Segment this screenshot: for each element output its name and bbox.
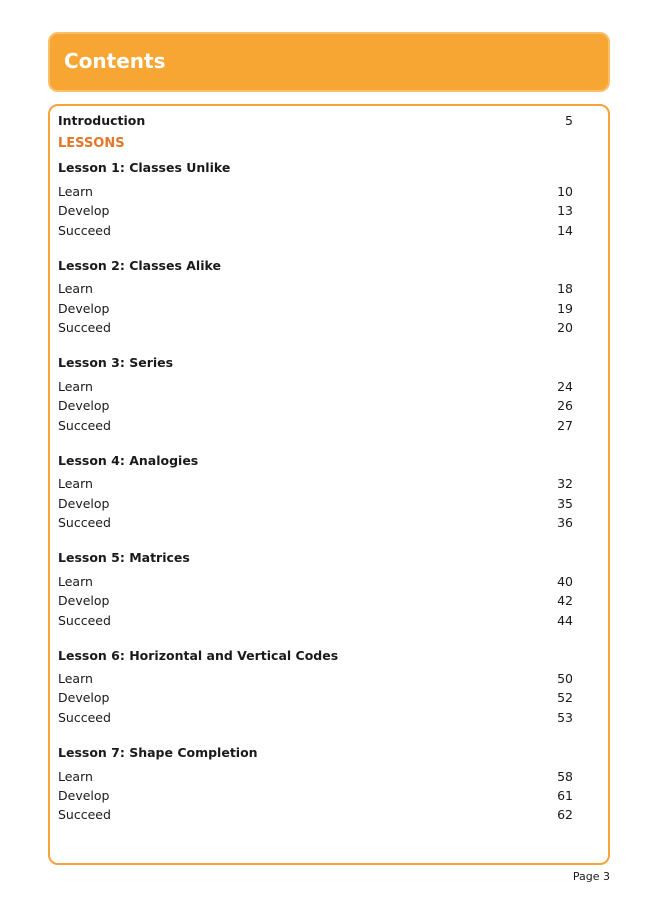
toc-entry-page: 18 xyxy=(557,281,573,296)
toc-entry[interactable] xyxy=(58,611,573,630)
toc-entry-page: 52 xyxy=(557,690,573,705)
contents-header xyxy=(48,32,610,92)
toc-entry-label: Succeed xyxy=(58,515,111,530)
toc-entry-label: Succeed xyxy=(58,710,111,725)
lesson-2-title[interactable]: Lesson 2: Classes Alike xyxy=(58,258,221,273)
toc-entry-page: 35 xyxy=(557,496,573,511)
toc-entry[interactable] xyxy=(58,201,573,220)
toc-entry[interactable] xyxy=(58,669,573,688)
toc-entry-page: 19 xyxy=(557,301,573,316)
toc-entry-page: 53 xyxy=(557,710,573,725)
lesson-1-title[interactable]: Lesson 1: Classes Unlike xyxy=(58,160,231,175)
toc-entry-label: Succeed xyxy=(58,807,111,822)
toc-entry-label: Develop xyxy=(58,398,110,413)
toc-entry-label: Develop xyxy=(58,301,110,316)
toc-entry-label: Learn xyxy=(58,769,93,784)
page-title: Contents xyxy=(64,49,166,73)
toc-entry-page: 26 xyxy=(557,398,573,413)
lessons-heading: LESSONS xyxy=(58,136,125,151)
toc-entry[interactable] xyxy=(58,279,573,298)
toc-entry[interactable] xyxy=(58,494,573,513)
toc-entry[interactable] xyxy=(58,513,573,532)
toc-entry[interactable] xyxy=(58,474,573,493)
toc-entry-introduction[interactable] xyxy=(58,111,573,130)
toc-entry-label: Learn xyxy=(58,379,93,394)
toc-entry[interactable] xyxy=(58,786,573,805)
toc-entry-page: 24 xyxy=(557,379,573,394)
table-of-contents xyxy=(48,104,610,865)
toc-entry-label: Learn xyxy=(58,671,93,686)
toc-entry[interactable] xyxy=(58,767,573,786)
toc-entry[interactable] xyxy=(58,377,573,396)
toc-entry-label: Learn xyxy=(58,281,93,296)
toc-entry-label: Develop xyxy=(58,690,110,705)
toc-entry-label: Introduction xyxy=(58,113,146,128)
toc-entry[interactable] xyxy=(58,299,573,318)
toc-entry-page: 5 xyxy=(565,113,573,128)
toc-entry-page: 40 xyxy=(557,574,573,589)
lesson-6-title[interactable]: Lesson 6: Horizontal and Vertical Codes xyxy=(58,648,339,663)
toc-entry-label: Develop xyxy=(58,496,110,511)
toc-entry-label: Develop xyxy=(58,593,110,608)
lesson-3-title[interactable]: Lesson 3: Series xyxy=(58,355,174,370)
toc-entry-label: Succeed xyxy=(58,223,111,238)
toc-entry[interactable] xyxy=(58,182,573,201)
toc-entry[interactable] xyxy=(58,805,573,824)
toc-entry-page: 32 xyxy=(557,476,573,491)
toc-entry[interactable] xyxy=(58,572,573,591)
toc-entry-label: Learn xyxy=(58,574,93,589)
toc-entry-page: 14 xyxy=(557,223,573,238)
toc-entry-page: 20 xyxy=(557,320,573,335)
lesson-5-title[interactable]: Lesson 5: Matrices xyxy=(58,550,190,565)
lesson-7-title[interactable]: Lesson 7: Shape Completion xyxy=(58,745,258,760)
toc-entry[interactable] xyxy=(58,591,573,610)
toc-entry-page: 27 xyxy=(557,418,573,433)
toc-entry[interactable] xyxy=(58,318,573,337)
toc-entry-label: Succeed xyxy=(58,418,111,433)
toc-entry-label: Succeed xyxy=(58,613,111,628)
toc-entry-page: 13 xyxy=(557,203,573,218)
page-number: Page 3 xyxy=(572,870,610,883)
toc-entry-page: 10 xyxy=(557,184,573,199)
toc-entry[interactable] xyxy=(58,221,573,240)
lesson-4-title[interactable]: Lesson 4: Analogies xyxy=(58,453,199,468)
toc-entry-label: Succeed xyxy=(58,320,111,335)
toc-entry-page: 62 xyxy=(557,807,573,822)
toc-entry[interactable] xyxy=(58,688,573,707)
toc-entry-page: 61 xyxy=(557,788,573,803)
toc-entry[interactable] xyxy=(58,708,573,727)
toc-entry-label: Learn xyxy=(58,476,93,491)
toc-entry-page: 42 xyxy=(557,593,573,608)
toc-entry-page: 58 xyxy=(557,769,573,784)
toc-entry-page: 44 xyxy=(557,613,573,628)
toc-entry-label: Develop xyxy=(58,203,110,218)
toc-entry-label: Learn xyxy=(58,184,93,199)
toc-entry-label: Develop xyxy=(58,788,110,803)
toc-entry[interactable] xyxy=(58,416,573,435)
toc-entry-page: 50 xyxy=(557,671,573,686)
toc-entry[interactable] xyxy=(58,396,573,415)
toc-entry-page: 36 xyxy=(557,515,573,530)
